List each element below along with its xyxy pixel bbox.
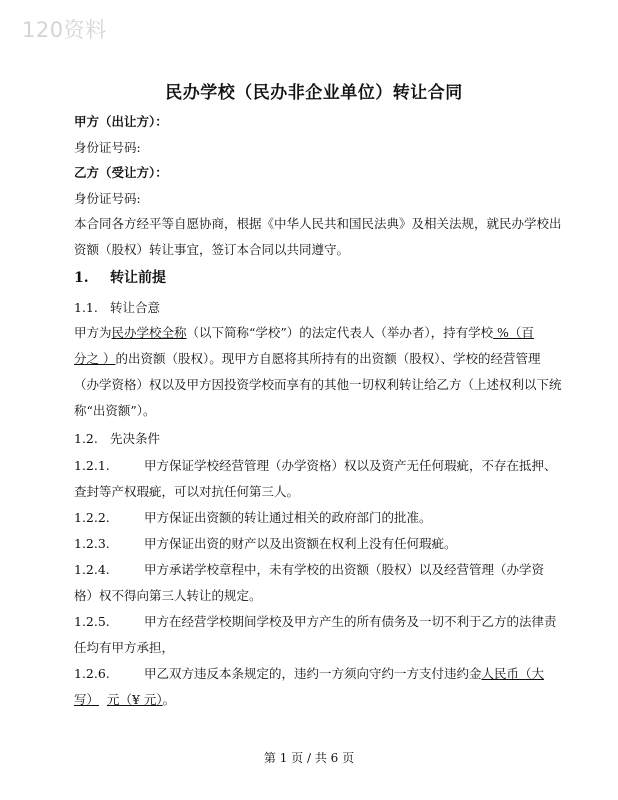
text-span [99,692,107,707]
clause-number: 1.2.1. [74,458,110,473]
section-1-heading [74,270,166,286]
amount-words-blank: 人民币（大 [481,666,545,681]
clause-text: 甲方在经营学校期间学校及甲方产生的所有债务及一切不利于乙方的法律责 [144,614,557,629]
intro-line-1: 本合同各方经平等自愿协商，根据《中华人民共和国民法典》及相关法规，就民办学校出 [74,216,562,231]
paragraph-1-1-line-3: （办学资格）权以及甲方因投资学校而享有的其他一切权利转让给乙方（上述权利以下统 [74,377,562,392]
subsection-title: 先决条件 [110,431,161,446]
amount-words-blank-cont: 写） [74,692,100,707]
clause-1-2-4-line-2: 格）权不得向第三人转让的规定。 [74,588,262,603]
subsection-title: 转让合意 [110,300,161,315]
clause-1-2-6-line-1 [74,666,544,682]
watermark: 120资料 [22,18,107,42]
party-a-label: 甲方（出让方）： [74,114,168,129]
page-number-footer: 第 1 页 / 共 6 页 [263,751,355,765]
clause-text: 甲方保证出资额的转让通过相关的政府部门的批准。 [144,510,432,525]
clause-1-2-4-line-1 [74,562,544,578]
percentage-words-blank: 分之 ） [74,351,116,366]
clause-text: 甲方保证学校经营管理（办学资格）权以及资产无任何瑕疵，不存在抵押、 [144,458,557,473]
subsection-1-1-heading [74,300,160,316]
clause-1-2-2 [74,510,432,526]
clause-text: 甲乙双方违反本条规定的，违约一方须向守约一方支付违约金 [144,666,482,681]
subsection-1-2-heading [74,431,160,447]
text-span: 的出资额（股权）。现甲方自愿将其所持有的出资额（股权）、学校的经营管理 [115,351,541,366]
text-span: （以下简称“学校”）的法定代表人（举办者），持有学校 [186,325,494,340]
document-title: 民办学校（民办非企业单位）转让合同 [165,83,463,103]
clause-1-2-1-line-1 [74,458,557,474]
subsection-number: 1.2. [74,431,98,446]
paragraph-1-1-line-2 [74,351,541,367]
intro-line-2: 资额（股权）转让事宜，签订本合同以共同遵守。 [74,242,350,257]
paragraph-1-1-line-4: 称“出资额”）。 [74,403,156,418]
paragraph-1-1-line-1 [74,325,534,341]
clause-1-2-1-line-2: 查封等产权瑕疵，可以对抗任何第三人。 [74,484,300,499]
clause-1-2-3 [74,536,457,552]
clause-number: 1.2.3. [74,536,110,551]
amount-figure-blank: 元（¥ 元） [106,692,163,707]
section-title: 转让前提 [110,270,166,286]
text-span: 甲方为 [74,325,112,340]
clause-1-2-5-line-2: 任均有甲方承担， [74,640,175,655]
party-a-id: 身份证号码: [74,140,141,155]
text-span: 。 [162,692,176,707]
school-name-blank: 民办学校全称 [111,325,187,340]
percentage-blank: %（百 [493,325,534,340]
party-b-id: 身份证号码: [74,191,141,206]
clause-text: 甲方承诺学校章程中，未有学校的出资额（股权）以及经营管理（办学资 [144,562,545,577]
clause-number: 1.2.6. [74,666,110,681]
clause-1-2-6-line-2 [74,692,175,708]
clause-text: 甲方保证出资的财产以及出资额在权利上没有任何瑕疵。 [144,536,457,551]
section-number: 1. [74,270,89,286]
clause-1-2-5-line-1 [74,614,557,630]
clause-number: 1.2.5. [74,614,110,629]
subsection-number: 1.1. [74,300,98,315]
clause-number: 1.2.2. [74,510,110,525]
party-b-label: 乙方（受让方）： [74,165,168,180]
clause-number: 1.2.4. [74,562,110,577]
